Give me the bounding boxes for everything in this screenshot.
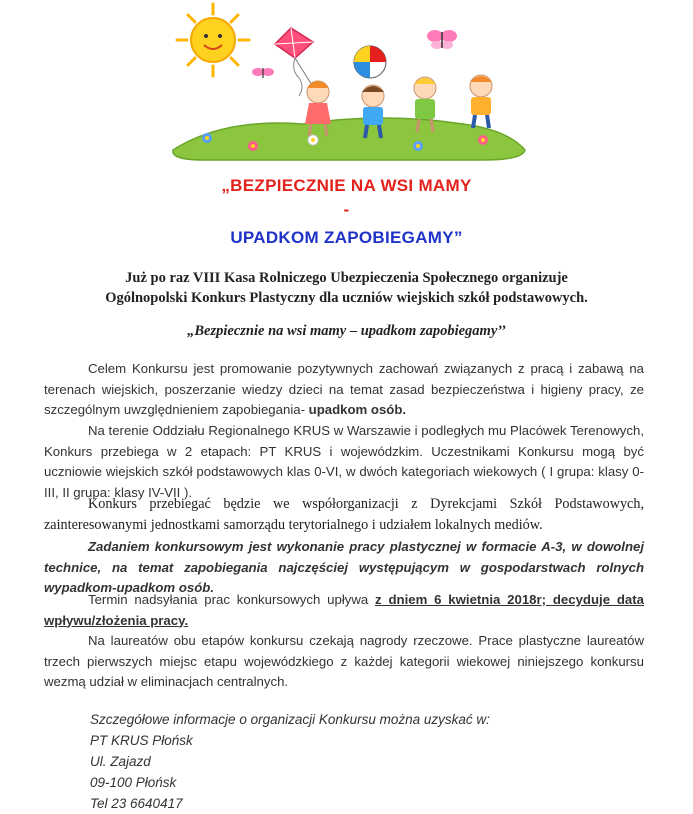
contact-intro: Szczegółowe informacje o organizacji Konkursu można uzyskać w: (90, 712, 490, 727)
child-figure (470, 75, 492, 128)
children-playing-illustration (163, 0, 533, 170)
prizes-text: Na laureatów obu etapów konkursu czekają nagrody rzeczowe. Prace plastyczne laureatów trzech pierwszych miejsc etapu wojewódzkiego z każdej kategorii wiekowej niniejszego konkursu wezmą udział w eliminacjach centralnych. (44, 633, 644, 689)
contact-block (90, 709, 650, 814)
butterfly-icon (252, 68, 274, 78)
intro-text (40, 268, 653, 308)
sun-icon (177, 4, 249, 76)
title-line-2: UPADKOM ZAPOBIEGAMY” (230, 228, 463, 247)
deadline-text: Termin nadsyłania prac konkursowych upływa (88, 592, 376, 607)
cooperation-text: Konkurs przebiegać będzie we współorganizacji z Dyrekcjami Szkół Podstawowych, zainteresowanymi jednostkami samorządu terytorialnego i udziałem lokalnych mediów. (44, 496, 644, 533)
contest-motto: „Bezpiecznie na wsi mamy – upadkom zapobiegamy’’ (187, 323, 506, 339)
task-text: Zadaniem konkursowym jest wykonanie pracy plastycznej w formacie A-3, w dowolnej technice, na temat zapobiegania najczęściej występującym w gospodarstwach rolnych wypadkom-upadkom osób. (44, 539, 644, 595)
paragraph-deadline (44, 590, 644, 631)
butterfly-icon (427, 30, 457, 49)
beach-ball-icon (354, 46, 386, 78)
contact-street: Ul. Zajazd (90, 754, 151, 769)
contact-phone: Tel 23 6640417 (90, 796, 183, 811)
stages-text: Na terenie Oddziału Regionalnego KRUS w Warszawie i podległych mu Placówek Terenowych, Konkurs przebiega w 2 etapach: PT KRUS i wojewódzkim. Uczestnikami Konkursu mogą być uczniowie wiejskich szkół podstawowych klas 0-VI, w dwóch kategoriach wiekowych ( I grupa: klasy 0-III, II grupa: klasy IV-VII ). (44, 423, 644, 500)
title-dash: - (343, 200, 350, 219)
paragraph-stages (44, 421, 644, 503)
paragraph-goal (44, 359, 644, 421)
goal-text: Celem Konkursu jest promowanie pozytywnych zachowań związanych z pracą i zabawą na terenach wiejskich, poszerzanie wiedzy dzieci na temat zasad bezpieczeństwa i higieny pracy, ze szczególnym uwzględnieniem zapobiegania- (44, 361, 644, 417)
deadline-date: z dniem 6 kwietnia 2018r; decyduje data wpływu/złożenia pracy. (44, 592, 644, 628)
title-line-1: „BEZPIECZNIE NA WSI MAMY (221, 176, 472, 195)
contact-name: PT KRUS Płońsk (90, 733, 193, 748)
goal-emphasis: upadkom osób. (308, 402, 407, 417)
intro-line-1: Już po raz VIII Kasa Rolniczego Ubezpieczenia Społecznego organizuje (125, 270, 568, 286)
paragraph-cooperation (44, 494, 644, 535)
contact-city: 09-100 Płońsk (90, 775, 177, 790)
intro-line-2: Ogólnopolski Konkurs Plastyczny dla uczniów wiejskich szkół podstawowych. (105, 290, 588, 306)
paragraph-prizes (44, 631, 644, 693)
